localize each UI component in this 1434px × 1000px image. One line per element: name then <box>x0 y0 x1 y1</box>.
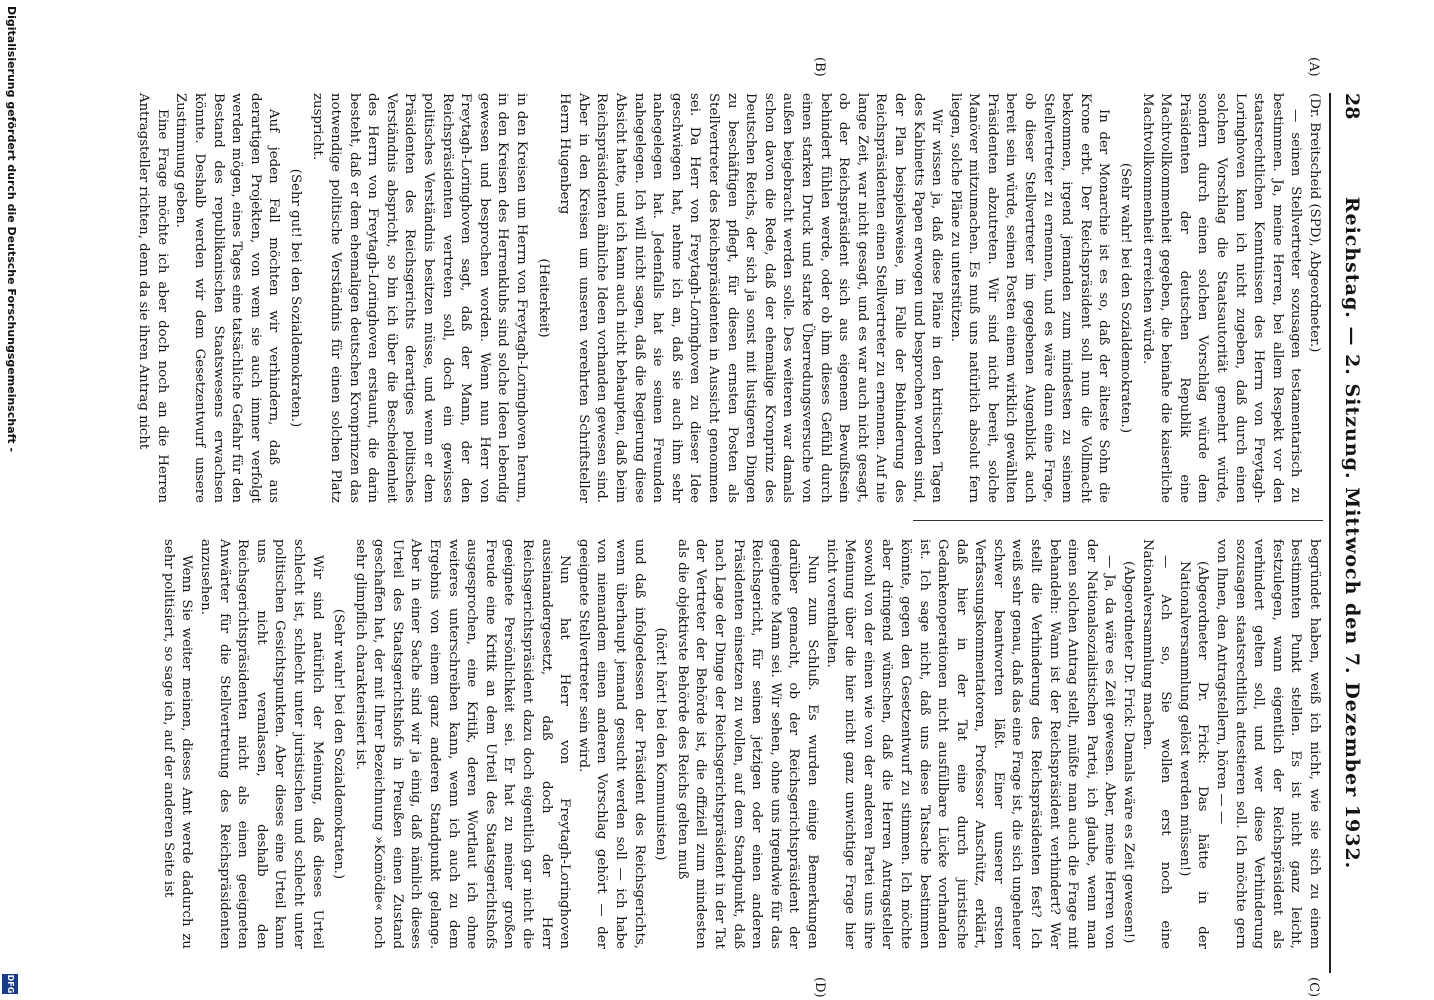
right-column-paragraph: begründet haben, weiß ich nicht, wie sie sich zu einem bestimmten Punkt stellen. Es ist nicht ganz leicht, festzulegen, wann eigentlich der Reichspräsident als verhindert gelten soll, und wer diese Verhinderung sozusagen staatsrechtlich attestieren soll. Ich möchte gern von Ihnen, den Antragstellern, hören — — <box>1214 539 1322 949</box>
left-column-paragraph: Auf jeden Fall möchten wir verhindern, daß aus derartigen Projekten, von wem sie auch immer verfolgt werden mögen, eines Tages eine tatsächliche Gefahr für den Bestand des republikanischen Staatswesens erwachsen könnte. Deshalb werden wir dem Gesetzentwurf unsere Zustimmung geben. <box>173 93 282 503</box>
column-divider <box>913 520 1323 521</box>
right-column <box>158 539 1323 949</box>
digitization-credit <box>0 6 20 996</box>
right-column-interjection: (hört! hört! bei den Kommunisten) <box>653 627 669 861</box>
left-column-paragraph: (Dr. Breitscheid (SPD), Abgeordneter.) <box>1307 93 1322 353</box>
margin-marker-a: (A) <box>1306 57 1321 77</box>
left-column-paragraph: Eine Frage möchte ich aber doch noch an die Herren Antragsteller richten, denn da sie ihren Antrag nicht <box>136 93 170 503</box>
left-column-interjection: (Sehr wahr! bei den Sozialdemokraten.) <box>1118 162 1134 434</box>
page-number: 28 <box>1341 93 1363 120</box>
right-column-paragraph: Wenn Sie weiter meinen, dieses Amt werde dadurch zu sehr politisiert, so sage ich, auf der anderen Seite ist <box>160 539 195 949</box>
margin-marker-b: (B) <box>812 57 827 77</box>
right-column-paragraph: Wir sind natürlich der Meinung, daß dieses Urteil schlecht ist, schlecht unter juristischen und schlecht unter politischen Gesichtspunkten. Aber dieses eine Urteil kann uns nicht veranlassen, deshalb den Reichsgerichtspräsidenten nicht als einen geeigneten Anwärter für die Stellvertretung des Reichspräsidenten anzusehen. <box>197 539 325 949</box>
right-column-paragraph: — Ja, da wäre es Zeit gewesen. Aber, meine Herren von der Nationalsozialistischen Partei, ich glaube, wenn man einen solchen Antrag stellt, müßte man auch die Frage mit behandeln: Wann ist der Reichspräsident verhindert? Wer stellt die Verhinderung des Reichspräsidenten fest? Ich weiß sehr genau, daß das eine Frage ist, die sich ungeheuer schwer beantworten läßt. Einer unserer ersten Verfassungskommentatoren, Professor Anschütz, erklärt, daß hier in der Tat eine durch juristische Gedankenoperationen nicht ausfüllbare Lücke vorhanden ist. Ich sage nicht, daß uns diese Tatsache bestimmen könnte, gegen den Gesetzentwurf zu stimmen. Ich möchte aber dringend wünschen, daß die Herren Antragsteller sowohl von der einen wie von der anderen Partei uns ihre Meinung über die hier nicht ganz unwichtige Frage hier nicht vorenthalten. <box>823 539 1118 949</box>
margin-marker-d: (D) <box>812 977 827 998</box>
right-column-paragraph: Nun zum Schluß. Es wurden einige Bemerkungen darüber gemacht, ob der Reichsgerichtspräsident der geeignete Mann sei. Wir sehen, ohne uns irgendwie für das Reichsgericht, für seinen jetzigen oder einen anderen Präsidenten einsetzen zu wollen, auf dem Standpunkt, daß nach Lage der Dinge der Reichsgerichtspräsident in der Tat der Vertreter der Behörde ist, die offiziell zum mindesten als die objektivste Behörde des Reichs gelten muß <box>674 539 820 949</box>
page-header <box>1333 93 1367 973</box>
right-column-paragraph: und daß infolgedessen der Präsident des Reichsgerichts, wenn überhaupt jemand gesucht werden soll — ich habe von niemandem einen anderen Vorschlag gehört — der geeignete Stellvertreter sein wird. <box>575 539 647 949</box>
right-column-interruption: (Abgeordneter Dr. Frick: Damals wäre es Zeit gewesen!) <box>1121 561 1137 944</box>
left-column-paragraph: Wir wissen ja, daß diese Pläne in den kritischen Tagen des Kabinetts Papen erwogen und besprochen worden sind, der Plan beispielsweise, im Falle der Behinderung des Reichspräsidenten einen Stellvertreter zu ernennen. Auf nie lange Zeit, war nicht gesagt, und es war auch nicht gesagt, ob der Reichspräsident sich aus eigenem Bewußtsein behindert fühlen werde, oder ob ihm dieses Gefühl durch einen starken Druck und starke Überredungsversuche von außen beigebracht werden solle. Des weiteren war damals schon davon die Rede, daß der ehemalige Kronprinz des Deutschen Reichs, der sich ja sonst mit lustigeren Dingen zu beschäftigen pflegt, für diesen ernsten Posten als Stellvertreter des Reichspräsidenten in Aussicht genommen sei. Da Herr von Freytagh-Loringhoven zu dieser Idee geschwiegen hat, nehme ich an, daß sie auch ihm sehr nahegelegen hat. Jedenfalls hat sie seinen Freunden nahegelegen. Ich will nicht sagen, daß die Regierung diese Absicht hatte, und ich kann auch nicht behaupten, daß beim Reichspräsidenten ähnliche Ideen vorhanden gewesen sind. Aber in den Kreisen um unseren verehrten Schriftsteller Herrn Hugenberg <box>557 93 945 503</box>
rotated-print-area <box>67 57 1367 998</box>
credit-text: Digitalisierung gefördert durch die Deutsche Forschungsgemeinschaft - <box>5 6 18 453</box>
page-title: Reichstag. — 2. Sitzung. Mittwoch den 7. Dezember 1932. <box>1341 196 1363 870</box>
right-column-interjection: (Sehr wahr! bei den Sozialdemokraten.) <box>331 608 347 880</box>
left-column-paragraph: — seinen Stellvertreter sozusagen testamentarisch zu bestimmen. Ja, meine Herren, bei allem Respekt vor den staatsrechtlichen Kenntnissen des Herrn von Freytagh-Loringhoven kann ich nicht zugeben, daß durch einen solchen Vorschlag die Staatsautorität gemehrt würde, sondern durch einen solchen Vorschlag würde dem Präsidenten der deutschen Republik eine Machtvollkommenheit gegeben, die beinahe die kaiserliche Machtvollkommenheit erreichen würde. <box>1139 93 1304 503</box>
right-column-interruption: (Abgeordneter Dr. Frick: Das hätte in der Nationalversammlung gelöst werden müssen!) <box>1176 561 1211 949</box>
left-column <box>134 93 1323 503</box>
right-column-paragraph: Nun hat Herr von Freytagh-Loringhoven auseinandergesetzt, daß doch der Herr Reichsgerichtspräsident dazu doch eigentlich gar nicht die geeignete Persönlichkeit sei. Er hat zu meiner großen Freude eine Kritik an dem Urteil des Staatsgerichtshofs ausgesprochen, eine Kritik, deren Wortlaut ich ohne weiteres unterschreiben kann, wenn ich auch zu dem Ergebnis von einem ganz anderen Standpunkt gelange. Aber in einer Sache sind wir ja einig, daß nämlich dieses Urteil des Staatsgerichtshofs in Preußen einen Zustand geschaffen hat, der mit Ihrer Bezeichnung »Komödie« noch sehr glimpflich charakterisiert ist. <box>352 539 573 949</box>
dfg-logo: DFG <box>2 974 18 994</box>
header-rule <box>1329 93 1331 973</box>
margin-marker-c: (C) <box>1306 977 1321 998</box>
left-column-interjection: (Heiterkeit) <box>535 258 551 338</box>
left-column-paragraph: In der Monarchie ist es so, daß der älteste Sohn die Krone erbt. Der Reichspräsident soll nun die Vollmacht bekommen, irgend jemanden zum mindesten zu seinem Stellvertreter zu ernennen, und es wäre dann eine Frage, ob dieser Stellvertreter im gegebenen Augenblick auch bereit sein würde, seinen Posten einem wirklich gewählten Präsidenten abzutreten. Wir sind nicht bereit, solche Manöver mitzumachen. Es muß uns natürlich absolut fern liegen, solche Pläne zu unterstützen. <box>947 93 1112 503</box>
right-column-paragraph: — Ach so, Sie wollen erst noch eine Nationalversammlung machen. <box>1139 539 1174 949</box>
left-column-paragraph: in den Kreisen um Herrn von Freytagh-Loringhoven herum, in den Kreisen des Herrenklubs sind solche Ideen lebendig gewesen und besprochen worden. Wenn nun Herr von Freytagh-Loringhoven sagt, daß der Mann, der den Reichspräsidenten vertreten soll, doch ein gewisses politisches Verständnis besitzen müsse, und wenn er dem Präsidenten des Reichsgerichts derartiges politisches Verständnis abspricht, so bin ich über die Bescheidenheit des Herrn von Freytagh-Loringhoven erstaunt, die darin besteht, daß er dem ehemaligen deutschen Kronprinzen das notwendige politische Verständnis für einen solchen Platz zuspricht. <box>309 93 530 503</box>
left-column-interjection: (Sehr gut! bei den Sozialdemokraten.) <box>287 168 303 428</box>
